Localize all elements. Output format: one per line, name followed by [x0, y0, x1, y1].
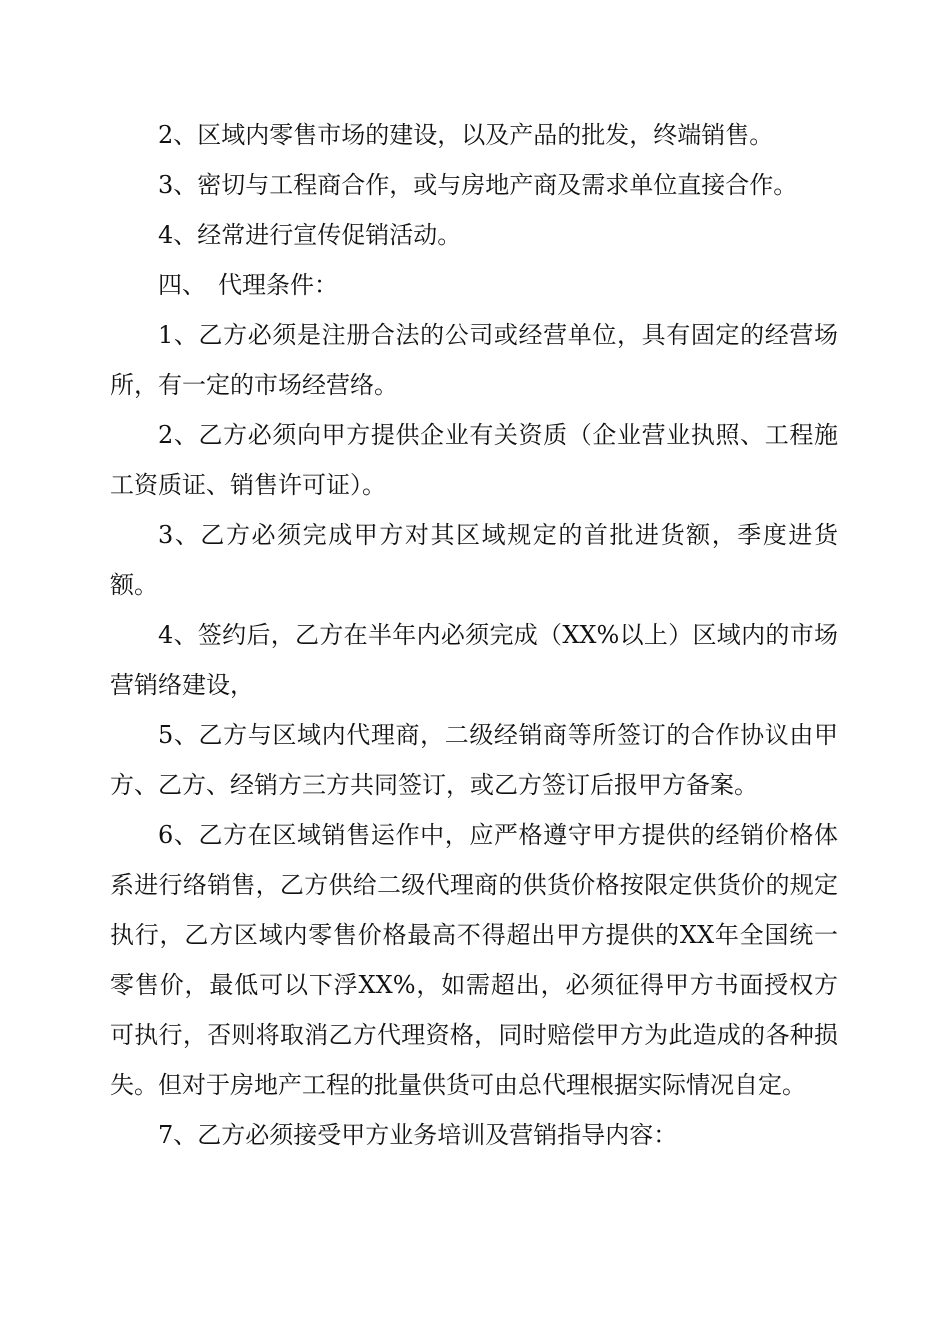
- paragraph-condition-2: 2、乙方必须向甲方提供企业有关资质（企业营业执照、工程施工资质证、销售许可证）。: [110, 421, 838, 499]
- paragraph-condition-6: 6、乙方在区域销售运作中，应严格遵守甲方提供的经销价格体系进行络销售，乙方供给二级代理商的供货价格按限定供货价的规定执行，乙方区域内零售价格最高不得超出甲方提供的XX年全国统一零售价，最低可以下浮XX%，如需超出，必须征得甲方书面授权方可执行，否则将取消乙方代理资格，同时赔偿甲方为此造成的各种损失。但对于房地产工程的批量供货可由总代理根据实际情况自定。: [110, 821, 838, 1099]
- paragraph-condition-3: 3、乙方必须完成甲方对其区域规定的首批进货额，季度进货额。: [110, 521, 838, 599]
- paragraph-item-3-cooperation: 3、密切与工程商合作，或与房地产商及需求单位直接合作。: [158, 171, 798, 199]
- document-body: [110, 110, 838, 1160]
- paragraph-item-2-retail-market: 2、区域内零售市场的建设，以及产品的批发，终端销售。: [158, 121, 774, 149]
- paragraph-item-4-promotion: 4、经常进行宣传促销活动。: [158, 221, 462, 249]
- paragraph-condition-5: 5、乙方与区域内代理商，二级经销商等所签订的合作协议由甲方、乙方、经销方三方共同签订，或乙方签订后报甲方备案。: [110, 721, 838, 799]
- paragraph-condition-4: 4、签约后，乙方在半年内必须完成（XX%以上）区域内的市场营销络建设，: [110, 621, 838, 699]
- section-heading-agency-conditions: 四、 代理条件：: [158, 271, 338, 299]
- paragraph-condition-7: 7、乙方必须接受甲方业务培训及营销指导内容：: [158, 1121, 678, 1149]
- paragraph-condition-1: 1、乙方必须是注册合法的公司或经营单位，具有固定的经营场所，有一定的市场经营络。: [110, 321, 838, 399]
